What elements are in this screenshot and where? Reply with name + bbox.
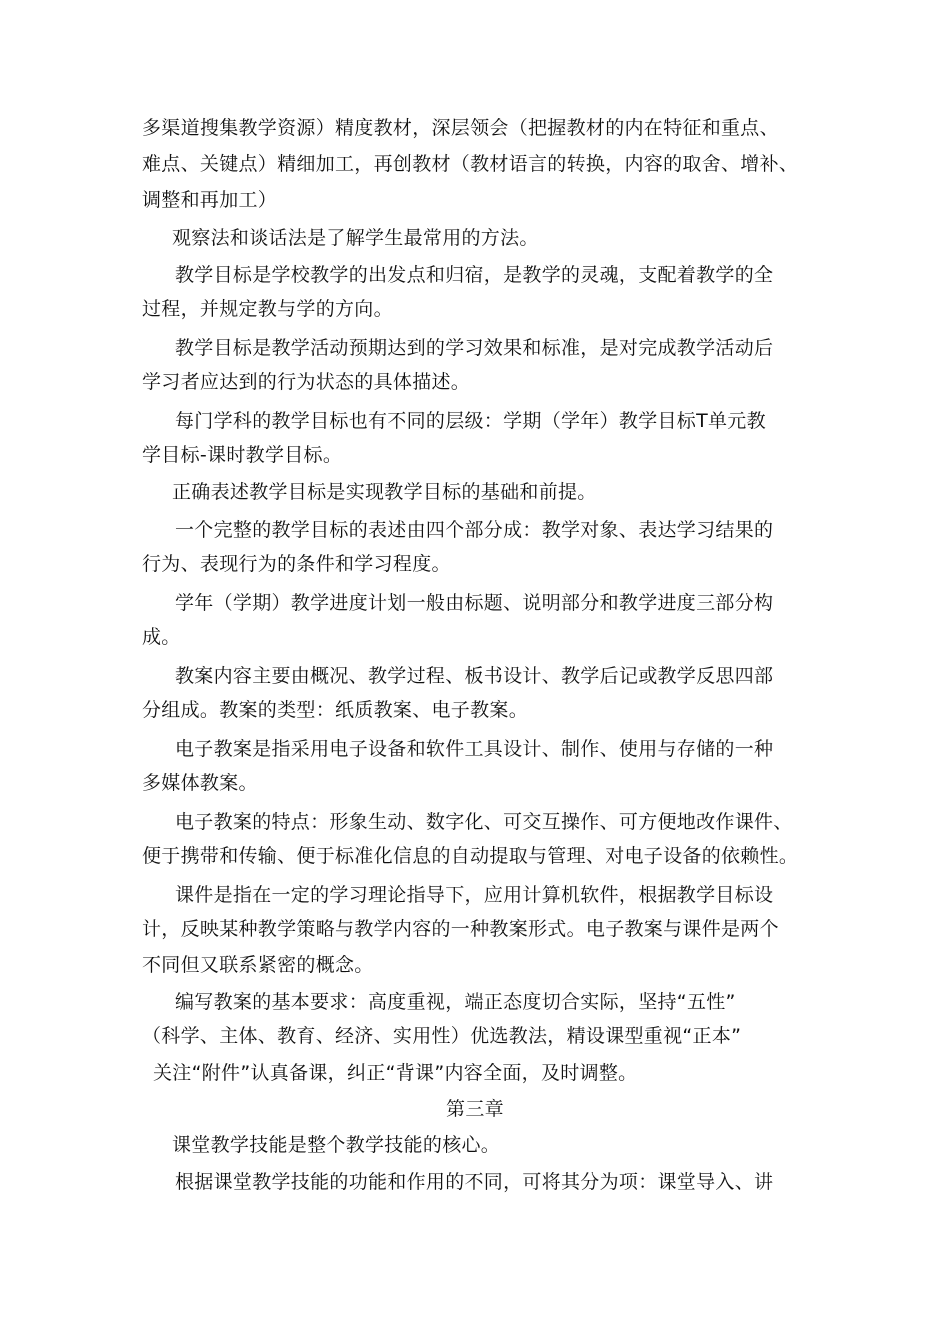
text-line: 教学目标是学校教学的出发点和归宿，是教学的灵魂，支配着教学的全 [175, 264, 774, 286]
text-line: 调整和再加工） [142, 189, 278, 211]
text-line: 过程，并规定教与学的方向。 [142, 298, 393, 320]
text-line: 成。 [142, 626, 181, 648]
text-line: 观察法和谈话法是了解学生最常用的方法。 [172, 227, 539, 249]
text-line: （科学、主体、教育、经济、实用性）优选教法，精设课型重视“正本” [142, 1025, 742, 1047]
text-line: 计，反映某种教学策略与教学内容的一种教案形式。电子教案与课件是两个 [142, 918, 779, 940]
text-line: 学习者应达到的行为状态的具体描述。 [142, 371, 471, 393]
text-line: 分组成。教案的类型：纸质教案、电子教案。 [142, 699, 529, 721]
text-line: 多渠道搜集教学资源）精度教材，深层领会（把握教材的内在特征和重点、 [142, 117, 779, 139]
text-line: 多媒体教案。 [142, 772, 258, 794]
text-line: 行为、表现行为的条件和学习程度。 [142, 553, 451, 575]
text-line: 教学目标是教学活动预期达到的学习效果和标准，是对完成教学活动后 [175, 337, 774, 359]
text-line: 课件是指在一定的学习理论指导下，应用计算机软件，根据教学目标设 [175, 884, 774, 906]
text-line: 电子教案的特点：形象生动、数字化、可交互操作、可方便地改作课件、 [175, 811, 793, 833]
text-line: 根据课堂教学技能的功能和作用的不同，可将其分为项：课堂导入、讲 [175, 1171, 774, 1193]
text-line: 一个完整的教学目标的表述由四个部分成：教学对象、表达学习结果的 [175, 519, 774, 541]
text-line: 学目标-课时教学目标。 [142, 444, 343, 466]
chapter-heading: 第三章 [446, 1098, 504, 1120]
text-line: 关注“附件”认真备课，纠正“背课”内容全面，及时调整。 [153, 1062, 638, 1084]
text-line: 教案内容主要由概况、教学过程、板书设计、教学后记或教学反思四部 [175, 665, 774, 687]
text-line: 学年（学期）教学进度计划一般由标题、说明部分和教学进度三部分构 [175, 592, 774, 614]
text-line: 编写教案的基本要求：高度重视，端正态度切合实际，坚持“五性” [175, 991, 736, 1013]
text-line: 每门学科的教学目标也有不同的层级：学期（学年）教学目标T单元教 [175, 410, 766, 432]
text-line: 课堂教学技能是整个教学技能的核心。 [172, 1134, 501, 1156]
text-line: 正确表述教学目标是实现教学目标的基础和前提。 [172, 481, 597, 503]
text-line: 电子教案是指采用电子设备和软件工具设计、制作、使用与存储的一种 [175, 738, 774, 760]
text-line: 不同但又联系紧密的概念。 [142, 954, 374, 976]
text-line: 难点、关键点）精细加工，再创教材（教材语言的转换，内容的取舍、增补、 [142, 153, 799, 175]
text-line: 便于携带和传输、便于标准化信息的自动提取与管理、对电子设备的依赖性。 [142, 845, 799, 867]
